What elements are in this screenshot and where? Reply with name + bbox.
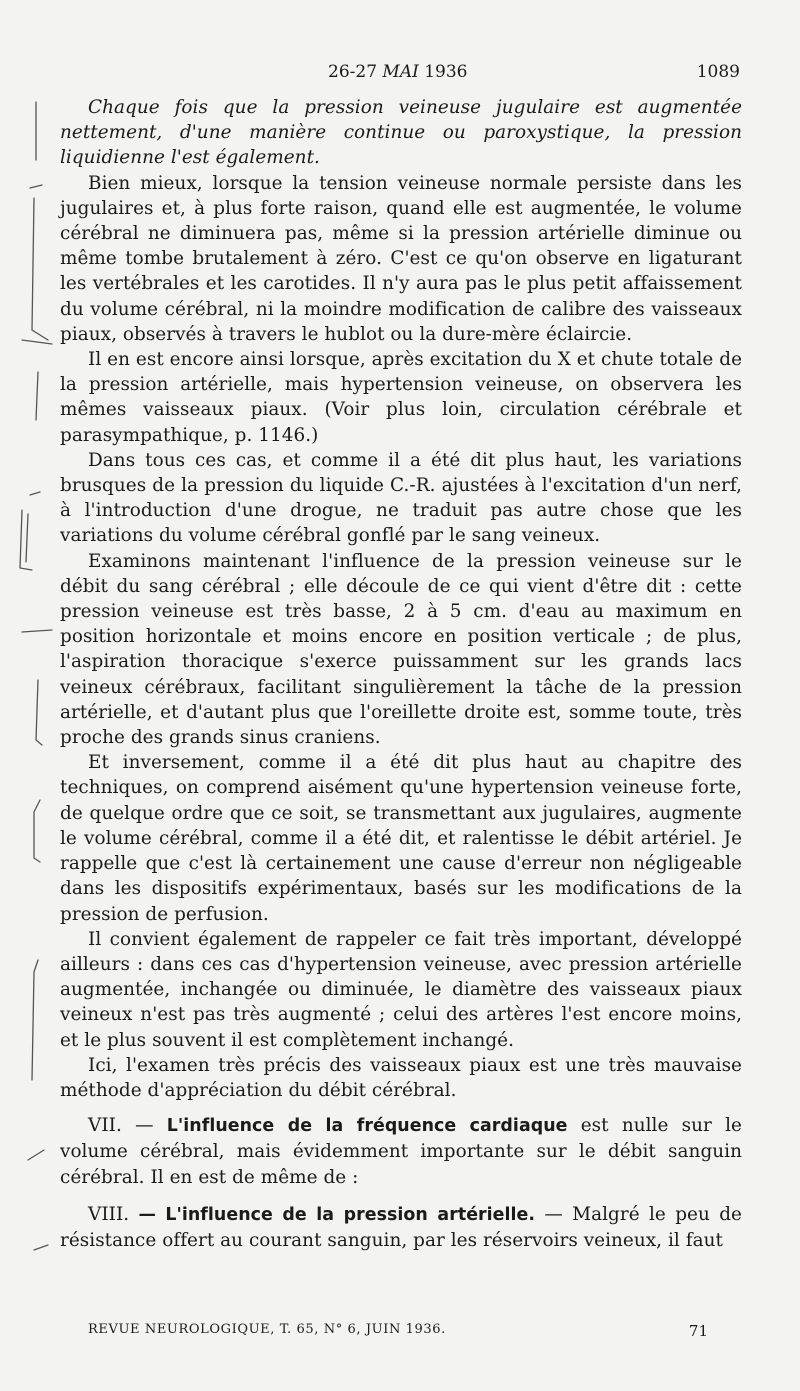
section-8-text: — Malgré le peu de résistance offert au courant sanguin, par les réservoirs veineux, il faut — [60, 1203, 742, 1251]
section-7-heading: L'influence de la fréquence cardiaque — [166, 1116, 568, 1137]
margin-bracket-4 — [20, 492, 40, 570]
paragraph-8: Ici, l'examen très précis des vaisseaux piaux est une très mauvaise méthode d'appréciation du débit cérébral. — [60, 1054, 742, 1101]
margin-bracket-7 — [32, 960, 38, 1080]
margin-dash-5 — [22, 630, 52, 632]
footer-page-number: 71 — [688, 1322, 708, 1340]
paragraph-7: Il convient également de rappeler ce fait très important, développé ailleurs : dans ces cas d'hypertension veineuse, avec pression artérielle augmentée, inchangée ou diminuée, le diamètre des vaisseaux piaux veineux n'est pas très augmenté ; celui des artères l'est encore moins, et le plus souvent il est complètement inchangé. — [60, 928, 742, 1051]
date-month: MAI — [382, 62, 419, 82]
section-8-dash: — — [138, 1204, 156, 1225]
section-7-text: est nulle sur le volume cérébral, mais évidemment importante sur le débit sanguin cérébral. Il en est de même de : — [60, 1115, 742, 1188]
margin-tick-8 — [34, 1245, 48, 1250]
margin-dash-2 — [22, 340, 52, 344]
paragraph-5: Examinons maintenant l'influence de la pression veineuse sur le débit du sang cérébral ; elle découle de ce qui vient d'être dit : cette pression veineuse est très basse, 2 à 5 cm. d'eau au maximum en position horizontale et moins encore en position verticale ; de plus, l'aspiration thoracique s'exerce puissamment sur les grands lacs veineux cérébraux, facilitant singulièrement la tâche de la pression artérielle, et d'autant plus que l'oreillette droite est, somme toute, très proche des grands sinus craniens. — [60, 550, 742, 749]
date-days: 26-27 — [328, 62, 378, 82]
section-8-heading: L'influence de la pression artérielle. — [165, 1204, 536, 1225]
margin-tick-7 — [28, 1150, 44, 1160]
paragraph-6: Et inversement, comme il a été dit plus haut au chapitre des techniques, on comprend aisément qu'une hypertension veineuse forte, de quelque ordre que ce soit, se transmettant aux jugulaires, augmente le volume cérébral, comme il a été dit, et ralentisse le débit artériel. Je rappelle que c'est là certainement une cause d'erreur non négligeable dans les dispositifs expérimentaux, basés sur les modifications de la pression de perfusion. — [60, 752, 742, 925]
margin-bracket-6 — [34, 800, 40, 862]
margin-bracket-2 — [30, 185, 48, 340]
paragraph-4: Dans tous ces cas, et comme il a été dit plus haut, les variations brusques de la pression du liquide C.-R. ajustées à l'excitation d'un nerf, à l'introduction d'une drogue, ne traduit pas autre chose que les variations du volume cérébral gonflé par le sang veineux. — [60, 449, 742, 547]
section-7-number: VII. — [88, 1115, 122, 1137]
journal-citation: REVUE NEUROLOGIQUE, T. 65, N° 6, JUIN 1936. — [88, 1322, 446, 1337]
section-8-number: VIII. — [88, 1203, 130, 1225]
margin-bracket-3 — [36, 372, 38, 420]
date-year: 1936 — [424, 62, 468, 82]
margin-bracket-5 — [36, 680, 42, 745]
paragraph-2: Bien mieux, lorsque la tension veineuse normale persiste dans les jugulaires et, à plus forte raison, quand elle est augmentée, le volume cérébral ne diminuera pas, même si la pression artérielle diminue ou même tombe brutalement à zéro. C'est ce qu'on observe en ligaturant les vertébrales et les carotides. Il n'y aura pas le plus petit affaissement du volume cérébral, ni la moindre modification de calibre des vaisseaux piaux, observés à travers le hublot ou la dure-mère éclaircie. — [60, 172, 742, 345]
section-7-dash: — — [135, 1115, 154, 1137]
page-number: 1089 — [696, 62, 740, 82]
paragraph-3: Il en est encore ainsi lorsque, après excitation du X et chute totale de la pression artérielle, mais hypertension veineuse, on observera les mêmes vaisseaux piaux. (Voir plus loin, circulation cérébrale et parasympathique, p. 1146.) — [60, 349, 742, 446]
paragraph-1: Chaque fois que la pression veineuse jugulaire est augmentée nettement, d'une manière continue ou paroxystique, la pression liquidienne l'est également. — [60, 97, 742, 169]
